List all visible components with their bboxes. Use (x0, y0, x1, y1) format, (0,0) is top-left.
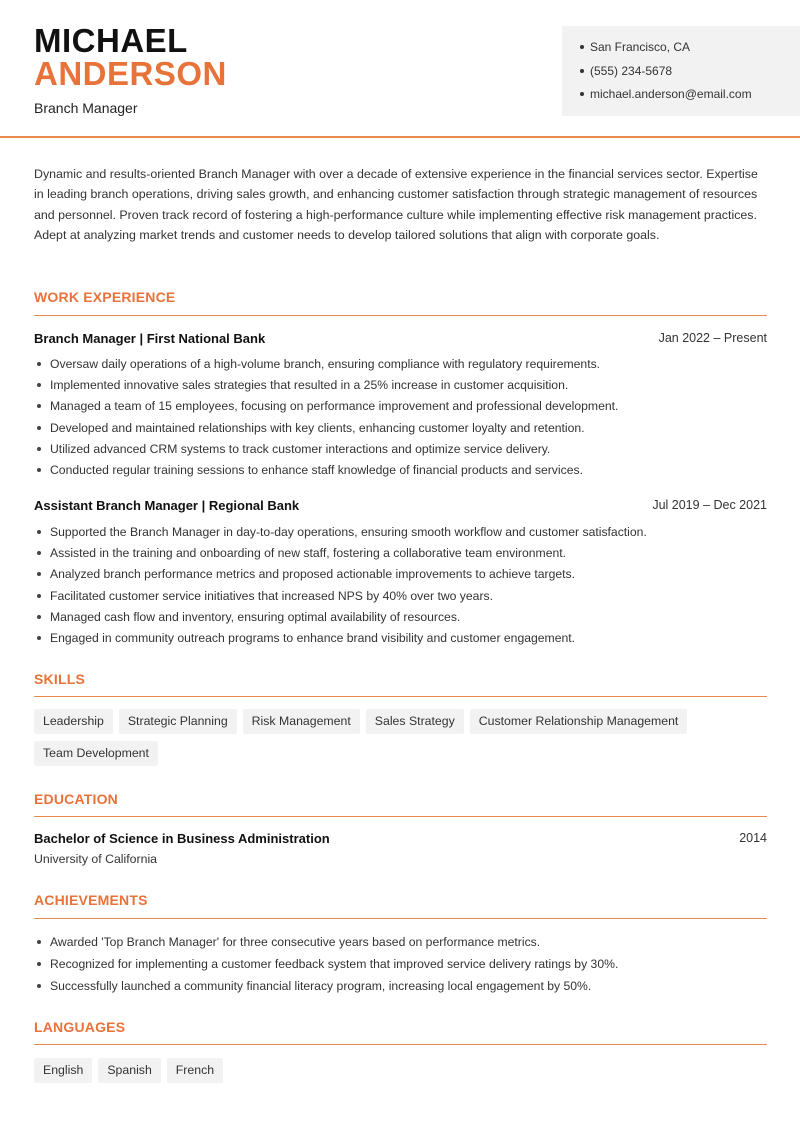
bullet-icon (580, 92, 584, 96)
job-header (34, 498, 767, 513)
school: University of California (34, 852, 158, 866)
job-role: Branch Manager | First National Bank (34, 331, 266, 346)
bullet-icon (37, 447, 41, 451)
job-role: Assistant Branch Manager | Regional Bank (34, 498, 300, 513)
languages-list (34, 1058, 767, 1083)
bullet-icon (37, 984, 41, 988)
skill-tag: Customer Relationship Management (470, 709, 688, 734)
section-title-languages: LANGUAGES (34, 1019, 126, 1035)
bullet-icon (37, 426, 41, 430)
graduation-year: 2014 (739, 831, 767, 845)
section-title-skills: SKILLS (34, 671, 85, 687)
bullet-icon (37, 530, 41, 534)
bullet-icon (37, 615, 41, 619)
bullet-icon (37, 572, 41, 576)
bullet-icon (37, 940, 41, 944)
last-name: ANDERSON (34, 55, 227, 92)
contact-email: michael.anderson@email.com (580, 86, 800, 110)
achievements-list (34, 934, 767, 1000)
list-item: Utilized advanced CRM systems to track customer interactions and optimize service delivery. (34, 441, 767, 462)
bullet-icon (37, 362, 41, 366)
bullet-icon (37, 962, 41, 966)
list-item: Successfully launched a community financial literacy program, increasing local engagement by 50%. (34, 978, 767, 1000)
education-header (34, 831, 767, 846)
list-item: Assisted in the training and onboarding of new staff, fostering a collaborative team environment. (34, 545, 767, 566)
section-divider (34, 918, 767, 919)
bullet-icon (37, 594, 41, 598)
bullet-icon (37, 383, 41, 387)
section-title-achievements: ACHIEVEMENTS (34, 892, 148, 908)
bullet-icon (37, 468, 41, 472)
section-divider (34, 696, 767, 697)
list-item: Facilitated customer service initiatives that increased NPS by 40% over two years. (34, 588, 767, 609)
resume-header (0, 0, 800, 138)
list-item: Conducted regular training sessions to enhance staff knowledge of financial products and services. (34, 462, 767, 483)
skill-tag: Team Development (34, 741, 158, 766)
list-item: Implemented innovative sales strategies that resulted in a 25% increase in customer acquisition. (34, 377, 767, 398)
skill-tag: Strategic Planning (119, 709, 237, 734)
degree: Bachelor of Science in Business Administration (34, 831, 330, 846)
section-title-experience: WORK EXPERIENCE (34, 289, 176, 305)
summary: Dynamic and results-oriented Branch Manager with over a decade of extensive experience in the financial services sector. Expertise in leading branch operations, driving sales growth, and enhancing customer satisfaction through strategic management of resources and personnel. Proven track record of fostering a high-performance culture while implementing effective risk management practices. Adept at analyzing market trends and customer needs to develop tailored solutions that align with corporate goals. (34, 167, 758, 242)
job-title: Branch Manager (34, 100, 138, 116)
job-bullets (34, 356, 767, 483)
language-tag: French (167, 1058, 223, 1083)
list-item: Managed cash flow and inventory, ensuring optimal availability of resources. (34, 609, 767, 630)
bullet-icon (37, 636, 41, 640)
skills-list (34, 709, 767, 766)
bullet-icon (37, 404, 41, 408)
list-item: Engaged in community outreach programs to enhance brand visibility and customer engagement. (34, 630, 767, 651)
contact-phone: (555) 234-5678 (580, 63, 800, 87)
job-header (34, 331, 767, 346)
contact-location: San Francisco, CA (580, 39, 800, 63)
job-date: Jul 2019 – Dec 2021 (652, 498, 767, 512)
job-bullets (34, 524, 767, 651)
language-tag: English (34, 1058, 92, 1083)
list-item: Recognized for implementing a customer feedback system that improved service delivery ratings by 30%. (34, 956, 767, 978)
bullet-icon (580, 45, 584, 49)
list-item: Developed and maintained relationships with key clients, enhancing customer loyalty and retention. (34, 420, 767, 441)
section-title-education: EDUCATION (34, 791, 118, 807)
section-divider (34, 816, 767, 817)
skill-tag: Sales Strategy (366, 709, 464, 734)
section-divider (34, 1044, 767, 1045)
bullet-icon (580, 69, 584, 73)
section-divider (34, 315, 767, 316)
language-tag: Spanish (98, 1058, 160, 1083)
bullet-icon (37, 551, 41, 555)
contact-box (562, 26, 800, 116)
list-item: Managed a team of 15 employees, focusing on performance improvement and professional development. (34, 398, 767, 419)
first-name: MICHAEL (34, 22, 188, 59)
list-item: Analyzed branch performance metrics and proposed actionable improvements to achieve targets. (34, 566, 767, 587)
skill-tag: Risk Management (243, 709, 360, 734)
job-date: Jan 2022 – Present (658, 331, 767, 345)
skill-tag: Leadership (34, 709, 113, 734)
list-item: Oversaw daily operations of a high-volume branch, ensuring compliance with regulatory requirements. (34, 356, 767, 377)
list-item: Awarded 'Top Branch Manager' for three consecutive years based on performance metrics. (34, 934, 767, 956)
list-item: Supported the Branch Manager in day-to-day operations, ensuring smooth workflow and customer satisfaction. (34, 524, 767, 545)
